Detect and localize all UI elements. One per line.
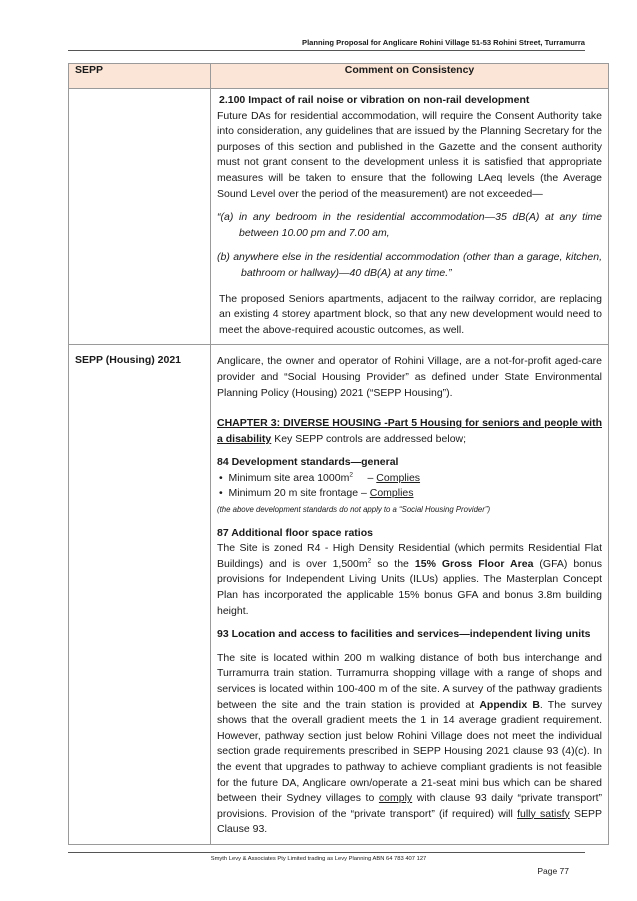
chapter-3-heading: CHAPTER 3: DIVERSE HOUSING -Part 5 Housing for seniors and people with a disability: [217, 417, 602, 445]
section-93-heading: 93 Location and access to facilities and services—independent living units: [217, 628, 591, 641]
table-row: [69, 89, 609, 345]
section-84-heading: 84 Development standards—general: [217, 456, 399, 469]
complies-label: Complies: [376, 471, 421, 484]
footer-divider: [68, 852, 585, 853]
seniors-apartments-text: The proposed Seniors apartments, adjacent to the railway corridor, are replacing an existing 4 storey apartment block, so that any new development would need to meet the above-required acoustic outcomes, as well.: [219, 292, 602, 336]
bullet-icon: •: [219, 471, 229, 484]
section-93-text: The site is located within 200 m walking distance of both bus interchange and Turramurra train station. Turramurra shopping village with a range of shops and services is located within 100-400 m of the site. A survey of the pathway gradients between the site and the train station is provided at Appendix B. The survey shows that the overall gradient meets the 1 in 14 average gradient requirement. However, pathway section just below Rohini Village does not meet the individual section grade requirements prescribed in SEPP Housing 2021 clause 93 (4)(c). In the event that upgrades to pathway to achieve compliant gradients is not feasible for the future DA, Anglicare own/operate a 21-seat mini bus which can be shared between their Sydney villages to comply with clause 93 daily “private transport” provisions. Provision of the “private transport” (if required) will fully satisfy SEPP Clause 93.: [217, 651, 602, 836]
section-2-100-heading: 2.100 Impact of rail noise or vibration on non-rail development: [219, 94, 530, 106]
consistency-table: [68, 63, 609, 845]
chapter-3-paragraph: [217, 416, 602, 447]
section-2-100-text: Future DAs for residential accommodation, will require the Consent Authority take into consideration, any guidelines that are issued by the Planning Secretary for the purposes of this section and published in the Gazette and the consent authority must not grant consent to the development unless it is satisfied that appropriate measures will be taken to ensure that the following LAeq levels (the Average Sound Level over the period of the measurement) are not exceeded—: [217, 109, 602, 200]
row1-sepp-cell: [69, 89, 211, 345]
column-header-comment: Comment on Consistency: [211, 64, 609, 89]
chapter-3-tail: Key SEPP controls are addressed below;: [271, 432, 467, 445]
page-header-title: Planning Proposal for Anglicare Rohini Village 51-53 Rohini Street, Turramurra: [68, 38, 585, 51]
section-84-note: (the above development standards do not apply to a “Social Housing Provider”): [217, 505, 491, 515]
footer-company: Smyth Levy & Associates Pty Limited trading as Levy Planning ABN 64 783 407 127: [210, 856, 427, 862]
row2-comment-cell: [211, 345, 609, 845]
page-number: Page 77: [537, 866, 569, 876]
section-84-bullet-1: • Minimum site area $1000m^2$ – Complies: [219, 471, 421, 484]
table-row: [69, 345, 609, 845]
bullet-icon: •: [219, 487, 229, 500]
intro-text: Anglicare, the owner and operator of Rohini Village, are a not-for-profit aged-care provider and “Social Housing Provider” as defined under State Environmental Planning Policy (Housing) 2021 (“SEPP Housing”).: [217, 355, 602, 399]
quote-b: (b) anywhere else in the residential accommodation (other than a garage, kitchen, bathroom or hallway)—40 dB(A) at any time.”: [217, 251, 602, 279]
complies-label: Complies: [369, 487, 414, 500]
row2-sepp-cell: SEPP (Housing) 2021: [69, 345, 211, 845]
column-header-sepp: SEPP: [69, 64, 211, 89]
section-87-heading: 87 Additional floor space ratios: [217, 526, 373, 539]
quote-a: “(a) in any bedroom in the residential accommodation—35 dB(A) at any time between 10.00 pm and 7.00 am,: [217, 211, 602, 239]
row1-comment-cell: [211, 89, 609, 345]
section-87-text: The Site is zoned R4 - High Density Residential (which permits Residential Flat Buildings) and is over $1,500m^2$ so the 15% Gross Floor Area (GFA) bonus provisions for Independent Living Units (ILUs) applies. The Masterplan Concept Plan has incorporated the applicable 15% bonus GFA and bonus 3.8m building height.: [217, 542, 602, 617]
table-header-row: [69, 64, 609, 89]
section-84-bullet-2: • Minimum 20 m site frontage – Complies: [219, 487, 414, 500]
